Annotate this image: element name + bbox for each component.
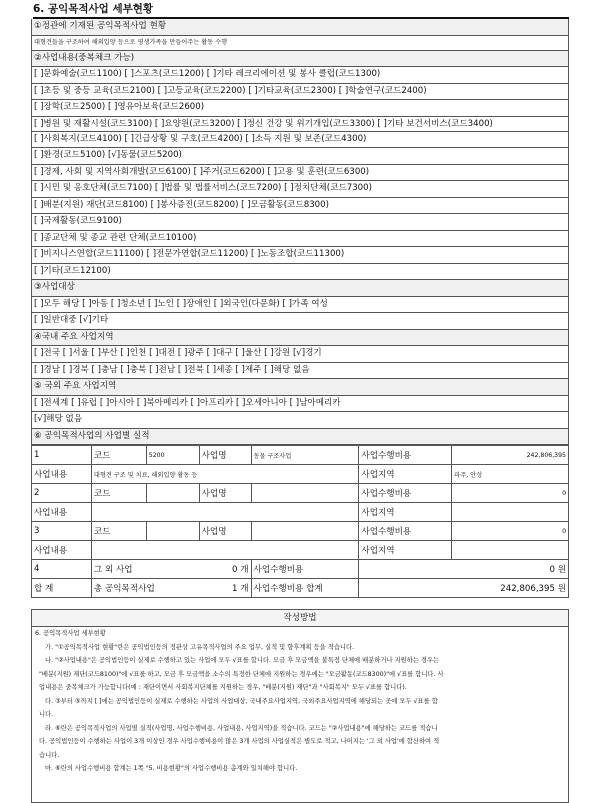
- total-name: [91, 579, 251, 598]
- guide-heading: 작성방법: [31, 609, 569, 627]
- other-no: 4: [32, 560, 92, 579]
- checklist-block: [31, 19, 569, 445]
- total-cost: [359, 579, 569, 598]
- other-label-text: 그 외 사업: [93, 565, 133, 575]
- table-row: [32, 446, 569, 465]
- other-count-unit: 개: [240, 565, 249, 575]
- guide-line: 나. "②사업내용"은 공익법인등이 실제로 수행하고 있는 사업에 모두 √표를 합니다. 모금 후 모금액을 불특정 단체에 배분하거나 지원하는 경우는: [45, 657, 440, 664]
- total-name-text: 총 공익목적사업: [93, 584, 155, 594]
- guide-line: 가. "①공익목적사업 현황"란은 공익법인등의 정관상 고유목적사업의 주요 업무, 실적 및 향후계획 등을 적습니다.: [45, 643, 355, 651]
- content-label: 사업내용: [32, 465, 92, 484]
- form-page: [31, 2, 569, 803]
- table-row: [32, 503, 569, 522]
- section2-line: [ ]기타(코드12100): [32, 264, 568, 281]
- cost-label: 사업수행비용: [359, 522, 452, 541]
- table-row: [32, 522, 569, 541]
- guide-line: 습니다.: [39, 751, 60, 759]
- section1-content: 대형견들을 구조하여 해외입양 등으로 평생가족을 만들어주는 활동 수행: [32, 36, 568, 51]
- project-no: 2: [32, 484, 92, 503]
- guide-body: [31, 627, 569, 803]
- business-name-label: 사업명: [199, 484, 251, 503]
- section3-line: [ ]모두 해당 [ ]아동 [ ]청소년 [ ]노인 [ ]장애인 [ ]외국인(다문화) [ ]가족 여성: [32, 297, 568, 314]
- section4-heading: ④국내 주요 사업지역: [32, 330, 568, 347]
- project-code: 5200: [146, 446, 199, 465]
- project-content: 대형견 구조 및 치료, 해외입양 활동 등: [91, 465, 358, 484]
- section2-line: [ ]시민 및 옹호단체(코드7100) [ ]법률 및 법률서비스(코드7200) [ ]정치단체(코드7300): [32, 181, 568, 198]
- section2-line: [ ]배분(지원) 재단(코드8100) [ ]봉사증진(코드8200) [ ]모금활동(코드8300): [32, 198, 568, 215]
- cost-label: 사업수행비용: [359, 446, 452, 465]
- section2-line: [ ]비지니스연합(코드11100) [ ]전문가연합(코드11200) [ ]노동조합(코드11300): [32, 247, 568, 264]
- project-name: [251, 522, 359, 541]
- section2-line: [ ]경제, 사회 및 지역사회개발(코드6100) [ ]주거(코드6200) [ ]고용 및 훈련(코드6300): [32, 165, 568, 182]
- project-no: 3: [32, 522, 92, 541]
- other-cost: [359, 560, 569, 579]
- section2-line: [ ]초등 및 중등 교육(코드2100) [ ]고등교육(코드2200) [ ]기타교육(코드2300) [ ]학술연구(코드2400): [32, 84, 568, 101]
- other-label: [91, 560, 251, 579]
- project-name: 동물 구조사업: [251, 446, 359, 465]
- section6-heading: ⑥ 공익목적사업의 사업별 실적: [32, 429, 568, 446]
- other-count: 0: [232, 565, 238, 575]
- project-region: [452, 503, 569, 522]
- project-content: [91, 503, 358, 522]
- section4-line: [ ]전국 [ ]서울 [ ]부산 [ ]인천 [ ]대전 [ ]광주 [ ]대구 [ ]울산 [ ]강원 [√]경기: [32, 346, 568, 363]
- section5-line: [ ]전세계 [ ]유럽 [ ]아시아 [ ]북아메리카 [ ]아프리카 [ ]오세아니아 [ ]남아메리카: [32, 396, 568, 413]
- project-name: [251, 484, 359, 503]
- section2-line: [ ]국제활동(코드9100): [32, 214, 568, 231]
- section5-heading: ⑤ 국외 주요 사업지역: [32, 379, 568, 396]
- other-cost-label: 사업수행비용: [251, 560, 359, 579]
- business-name-label: 사업명: [199, 446, 251, 465]
- table-row: [32, 541, 569, 560]
- section2-line: [ ]병원 및 재활시설(코드3100) [ ]요양원(코드3200) [ ]정신 건강 및 위기개입(코드3300) [ ]기타 보건서비스(코드3400): [32, 117, 568, 132]
- section5-line: [√]해당 없음: [32, 412, 568, 429]
- region-label: 사업지역: [359, 541, 452, 560]
- region-label: 사업지역: [359, 503, 452, 522]
- guide-line: 다. 공익법인등이 수행하는 사업이 3개 이상인 경우 사업수행비용이 많은 3개 사업의 사업실적은 별도로 적고, 나머지는 '그 외 사업'에 합산하여 적: [39, 738, 440, 745]
- guide-line: 라. ⑥란은 공익목적사업의 사업별 실적(사업명, 사업수행비용, 사업내용, 사업지역)을 적습니다. 코드는 "②사업내용"에 해당하는 코드를 적습니: [45, 724, 438, 732]
- code-label: 코드: [91, 446, 146, 465]
- total-count-unit: 개: [240, 584, 249, 594]
- table-row: [32, 484, 569, 503]
- table-row: [32, 579, 569, 598]
- project-code: [146, 484, 199, 503]
- section2-line: [ ]환경(코드5100) [√]동물(코드5200): [32, 148, 568, 165]
- other-cost-value: 0: [549, 565, 555, 575]
- section3-line: [ ]일반대중 [√]기타: [32, 313, 568, 330]
- project-cost: 242,806,395: [452, 446, 569, 465]
- total-cost-unit: 원: [557, 584, 566, 594]
- other-cost-unit: 원: [557, 565, 566, 575]
- content-label: 사업내용: [32, 541, 92, 560]
- project-region: 파주, 안성: [452, 465, 569, 484]
- total-count: 1: [232, 584, 238, 594]
- section2-heading: ②사업내용(중복체크 가능): [32, 51, 568, 68]
- guide-line: 다. ③부터 ⑤까지 [ ]에는 공익법인등이 실제로 수행하는 사업의 사업대상, 국내주요사업지역, 국외주요사업지역에 해당되는 곳에 모두 √표를 합: [45, 697, 438, 705]
- section2-line: [ ]장학(코드2500) [ ]영유아보육(코드2600): [32, 100, 568, 117]
- code-label: 코드: [91, 484, 146, 503]
- guide-line: "배분(지원) 재단(코드8100)"에 √표를 하고, 모금 후 모금액을 소수의 특정한 단체에 지원하는 경우에는 "모금활동(코드8300)"에 √표를 합니다. 사: [39, 670, 444, 678]
- section2-line: [ ]사회복지(코드4100) [ ]긴급상황 및 구호(코드4200) [ ]소득 지원 및 보존(코드4300): [32, 132, 568, 149]
- project-table: [31, 445, 569, 598]
- section2-line: [ ]종교단체 및 종교 관련 단체(코드10100): [32, 231, 568, 248]
- section2-line: [ ]문화예술(코드1100) [ ]스포츠(코드1200) [ ]기타 레크리에이션 및 봉사 클럽(코드1300): [32, 67, 568, 84]
- table-row: [32, 560, 569, 579]
- section-title: 6. 공익목적사업 세부현황: [33, 2, 569, 19]
- project-region: [452, 541, 569, 560]
- table-row: [32, 465, 569, 484]
- code-label: 코드: [91, 522, 146, 541]
- project-cost: 0: [452, 522, 569, 541]
- guide-line: 업내용은 중복체크가 가능합니다(예 : 재단이면서 사회복지단체를 지원하는 경우, "배분(지원) 재단"과 "사회복지" 모두 √표를 합니다).: [39, 684, 407, 691]
- guide-line: 6. 공익목적사업 세부현황: [35, 630, 106, 637]
- region-label: 사업지역: [359, 465, 452, 484]
- project-no: 1: [32, 446, 92, 465]
- total-cost-value: 242,806,395: [500, 584, 555, 594]
- cost-label: 사업수행비용: [359, 484, 452, 503]
- content-label: 사업내용: [32, 503, 92, 522]
- guide-line: 마. ⑥란의 사업수행비용 합계는 1쪽 "5. 비용현황"의 사업수행비용 총계와 일치해야 합니다.: [45, 765, 298, 772]
- project-code: [146, 522, 199, 541]
- project-cost: 0: [452, 484, 569, 503]
- business-name-label: 사업명: [199, 522, 251, 541]
- total-cost-label: 사업수행비용 합계: [251, 579, 359, 598]
- section3-heading: ③사업대상: [32, 280, 568, 297]
- total-label: 합 계: [32, 579, 92, 598]
- section1-heading: ①정관에 기재된 공익목적사업 현황: [32, 19, 568, 36]
- project-content: [91, 541, 358, 560]
- guide-line: 니다.: [39, 711, 54, 718]
- section4-line: [ ]경남 [ ]경북 [ ]충남 [ ]충북 [ ]전남 [ ]전북 [ ]세종 [ ]제주 [ ]해당 없음: [32, 363, 568, 380]
